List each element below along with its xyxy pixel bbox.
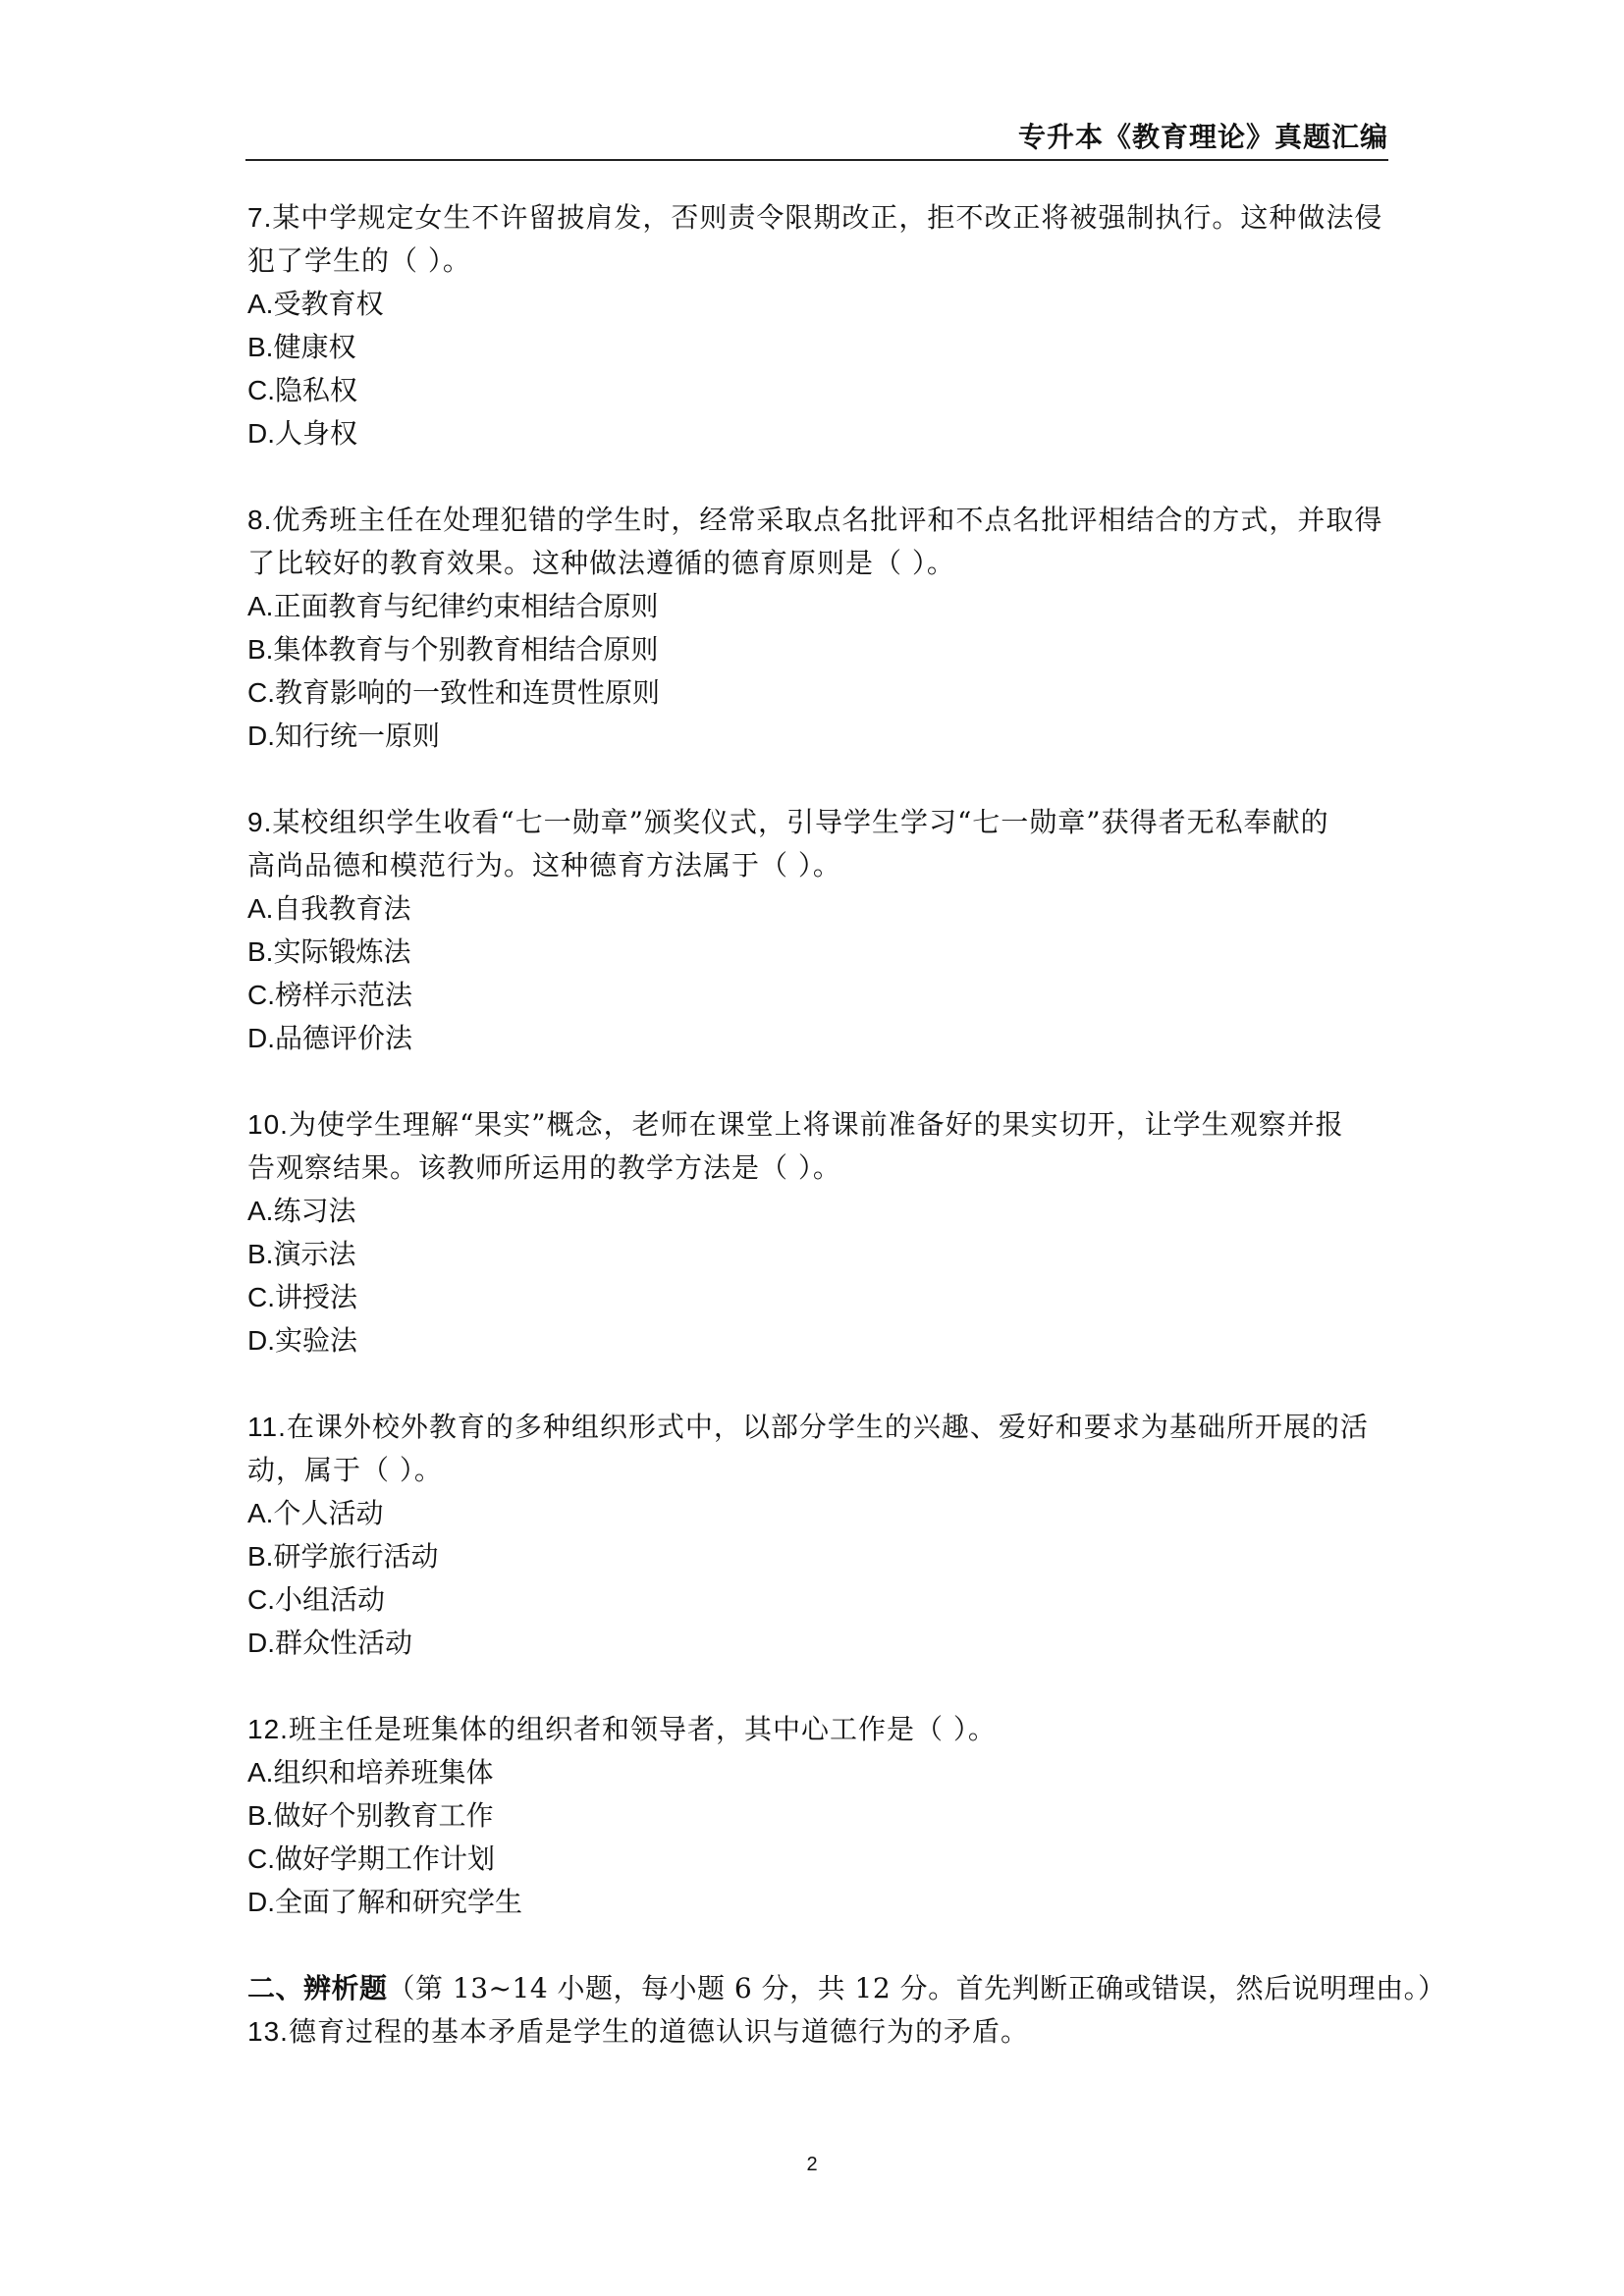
option-letter: D.: [247, 1325, 275, 1356]
question-stem-line: 犯了学生的（ ）。: [247, 244, 471, 277]
page-number: 2: [806, 2154, 818, 2175]
question-number: 10.: [247, 1109, 289, 1140]
question-stem-line: [247, 499, 1386, 542]
option-letter: B.: [247, 1239, 274, 1269]
option-text: 研学旅行活动: [273, 1540, 439, 1573]
question-12: [247, 1708, 1386, 1924]
question-stem-line: [247, 196, 1386, 240]
question-7: [247, 196, 1386, 455]
question-number: 7.: [247, 202, 273, 233]
option-d: [247, 1622, 1386, 1665]
question-stem-line: 高尚品德和模范行为。这种德育方法属于（ ）。: [247, 849, 841, 881]
option-letter: B.: [247, 1541, 274, 1572]
option-text: 个人活动: [273, 1497, 384, 1529]
question-8: [247, 499, 1386, 758]
question-stem-line: [247, 801, 1386, 844]
option-letter: B.: [247, 936, 274, 967]
option-text: 健康权: [273, 331, 356, 363]
option-letter: D.: [247, 1887, 275, 1917]
option-b: [247, 1535, 1386, 1578]
option-a: [247, 1751, 1386, 1794]
option-text: 实际锻炼法: [273, 935, 411, 968]
question-11: [247, 1406, 1386, 1665]
option-letter: C.: [247, 980, 275, 1010]
option-text: 做好学期工作计划: [275, 1842, 496, 1875]
page-content: [247, 196, 1446, 2054]
option-c: [247, 1578, 1386, 1622]
option-d: [247, 1017, 1386, 1060]
option-text: 练习法: [273, 1195, 356, 1227]
option-text: 小组活动: [275, 1583, 386, 1616]
stem-text: 班主任是班集体的组织者和领导者，其中心工作是（ ）。: [288, 1713, 997, 1745]
section-title: 二、辨析题: [247, 1972, 388, 2004]
option-text: 受教育权: [273, 288, 384, 320]
option-letter: A.: [247, 289, 274, 319]
option-letter: C.: [247, 677, 275, 708]
option-letter: C.: [247, 1282, 275, 1312]
document-title: 专升本《教育理论》真题汇编: [1017, 121, 1388, 153]
question-stem-line: [247, 1406, 1386, 1449]
option-text: 自我教育法: [273, 892, 411, 925]
stem-text: 在课外校外教育的多种组织形式中，以部分学生的兴趣、爱好和要求为基础所开展的活: [286, 1411, 1369, 1443]
option-text: 榜样示范法: [275, 979, 413, 1011]
option-c: [247, 1838, 1386, 1881]
option-text: 人身权: [275, 417, 358, 450]
option-a: [247, 1492, 1386, 1535]
option-letter: C.: [247, 1584, 275, 1615]
stem-text: 为使学生理解“果实”概念，老师在课堂上将课前准备好的果实切开，让学生观察并报: [288, 1108, 1344, 1141]
question-number: 9.: [247, 807, 273, 837]
option-letter: D.: [247, 1628, 275, 1658]
option-b: [247, 628, 1386, 671]
option-text: 全面了解和研究学生: [275, 1886, 523, 1918]
option-text: 讲授法: [275, 1281, 358, 1313]
option-c: [247, 369, 1386, 412]
stem-text: 某校组织学生收看“七一勋章”颁奖仪式，引导学生学习“七一勋章”获得者无私奉献的: [272, 806, 1329, 838]
option-letter: C.: [247, 1843, 275, 1874]
question-stem-line: 告观察结果。该教师所运用的教学方法是（ ）。: [247, 1151, 841, 1184]
option-text: 做好个别教育工作: [273, 1799, 494, 1832]
option-d: [247, 715, 1386, 758]
question-number: 12.: [247, 1714, 289, 1744]
option-b: [247, 1233, 1386, 1276]
stem-text: 优秀班主任在处理犯错的学生时，经常采取点名批评和不点名批评相结合的方式，并取得: [272, 504, 1383, 536]
option-text: 群众性活动: [275, 1627, 413, 1659]
question-9: [247, 801, 1386, 1060]
question-number: 8.: [247, 505, 273, 535]
option-text: 演示法: [273, 1238, 356, 1270]
option-letter: D.: [247, 418, 275, 449]
option-b: [247, 1794, 1386, 1838]
option-c: [247, 671, 1386, 715]
option-letter: D.: [247, 1023, 275, 1053]
stem-text: 某中学规定女生不许留披肩发，否则责令限期改正，拒不改正将被强制执行。这种做法侵: [272, 201, 1383, 234]
section-analysis: [247, 1967, 1446, 2054]
question-10: [247, 1103, 1386, 1362]
option-a: [247, 283, 1386, 326]
option-text: 教育影响的一致性和连贯性原则: [275, 676, 661, 709]
question-number: 13.: [247, 2016, 289, 2047]
question-stem-line: [247, 1103, 1386, 1147]
option-text: 集体教育与个别教育相结合原则: [273, 633, 659, 666]
option-letter: B.: [247, 634, 274, 665]
option-a: [247, 887, 1386, 931]
option-text: 知行统一原则: [275, 720, 441, 752]
option-a: [247, 585, 1386, 628]
option-b: [247, 326, 1386, 369]
section-instructions: （第 13~14 小题，每小题 6 分，共 12 分。首先判断正确或错误，然后说明理由。）: [387, 1972, 1446, 2004]
option-text: 隐私权: [275, 374, 358, 406]
option-letter: A.: [247, 893, 274, 924]
option-letter: C.: [247, 375, 275, 405]
question-13: [247, 2010, 1386, 2054]
option-letter: A.: [247, 1196, 274, 1226]
option-c: [247, 974, 1386, 1017]
option-letter: B.: [247, 1800, 274, 1831]
option-letter: A.: [247, 1757, 274, 1788]
option-letter: D.: [247, 721, 275, 751]
question-stem-line: 了比较好的教育效果。这种做法遵循的德育原则是（ ）。: [247, 547, 955, 579]
option-b: [247, 931, 1386, 974]
option-letter: A.: [247, 591, 274, 621]
section-heading: [247, 1967, 1446, 2010]
option-text: 正面教育与纪律约束相结合原则: [273, 590, 659, 622]
option-a: [247, 1190, 1386, 1233]
option-letter: B.: [247, 332, 274, 362]
option-c: [247, 1276, 1386, 1319]
option-d: [247, 1881, 1386, 1924]
question-text: 德育过程的基本矛盾是学生的道德认识与道德行为的矛盾。: [288, 2015, 1029, 2048]
option-text: 品德评价法: [275, 1022, 413, 1054]
option-text: 组织和培养班集体: [273, 1756, 494, 1789]
question-stem-line: [247, 1708, 1386, 1751]
question-stem-line: 动，属于（ ）。: [247, 1454, 443, 1486]
option-d: [247, 412, 1386, 455]
option-d: [247, 1319, 1386, 1362]
question-number: 11.: [247, 1412, 287, 1442]
page-header: [245, 116, 1388, 161]
option-text: 实验法: [275, 1324, 358, 1357]
option-letter: A.: [247, 1498, 274, 1528]
